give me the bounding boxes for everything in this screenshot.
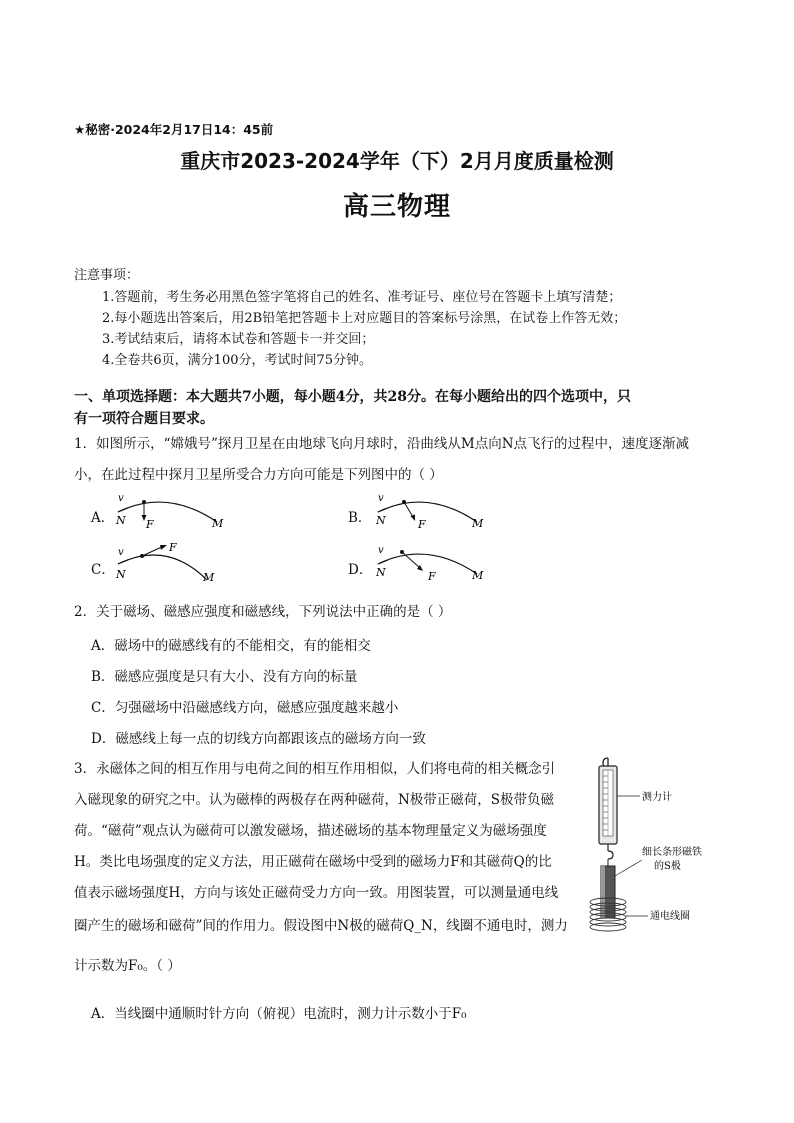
point-n-label: N: [376, 514, 386, 527]
notice-item: 1.答题前，考生务必用黑色签字笔将自己的姓名、准考证号、座位号在答题卡上填写清楚；: [102, 290, 622, 305]
point-n-label: N: [116, 514, 126, 527]
q2-stem: 2．关于磁场、磁感应强度和磁感线，下列说法中正确的是（ ）: [74, 604, 452, 620]
q1-option-a-label: A．: [91, 510, 115, 526]
force-label: F: [418, 518, 426, 531]
velocity-label: v: [378, 545, 384, 556]
q3-stem-line: 值表示磁场强度H，方向与该处正磁荷受力方向一致。用图装置，可以测量通电线: [74, 885, 559, 901]
q3-apparatus-figure: [586, 756, 716, 944]
point-n-label: N: [376, 566, 386, 579]
section-heading-line1: 一、单项选择题：本大题共7小题，每小题4分，共28分。在每小题给出的四个选项中，只: [74, 389, 631, 405]
q1-option-c-label: C．: [91, 562, 115, 578]
q1-diagram-a: [112, 488, 232, 536]
velocity-label: v: [118, 547, 124, 558]
confidential-label: ★秘密·2024年2月17日14：45前: [74, 122, 274, 137]
point-m-label: M: [472, 569, 484, 582]
q1-stem-line2: 小，在此过程中探月卫星所受合力方向可能是下列图中的（ ）: [74, 467, 443, 483]
meter-label: 测力计: [642, 792, 672, 803]
q2-option-d: D．磁感线上每一点的切线方向都跟该点的磁场方向一致: [91, 731, 426, 747]
q1-diagram-b: [372, 488, 492, 536]
magnet-label-line1: 细长条形磁铁: [642, 847, 702, 858]
coil-label: 通电线圈: [650, 911, 690, 922]
q3-stem-line: 计示数为F₀。（ ）: [74, 958, 181, 974]
q2-option-b: B．磁感应强度是只有大小、没有方向的标量: [91, 669, 358, 685]
q3-stem-line: 入磁现象的研究之中。认为磁棒的两极存在两种磁荷，N极带正磁荷，S极带负磁: [74, 792, 555, 808]
force-label: F: [428, 570, 436, 583]
exam-subject: 高三物理: [342, 192, 451, 222]
q2-option-c: C．匀强磁场中沿磁感线方向，磁感应强度越来越小: [91, 700, 399, 716]
notice-item: 2.每小题选出答案后，用2B铅笔把答题卡上对应题目的答案标号涂黑，在试卷上作答无效；: [102, 311, 627, 326]
notice-heading: 注意事项：: [74, 268, 140, 283]
magnet-label-line2: 的S极: [654, 861, 681, 872]
q3-stem-line: H。类比电场强度的定义方法，用正磁荷在磁场中受到的磁场力F和其磁荷Q的比: [74, 854, 552, 870]
q3-stem-line: 圈产生的磁场和磁荷”间的作用力。假设图中N极的磁荷Q_N，线圈不通电时，测力: [74, 918, 568, 934]
point-n-label: N: [116, 568, 126, 581]
force-label: F: [146, 518, 154, 531]
q3-stem-line: 荷。“磁荷”观点认为磁荷可以激发磁场，描述磁场的基本物理量定义为磁场强度: [74, 823, 547, 839]
notice-item: 3.考试结束后，请将本试卷和答题卡一并交回；: [102, 332, 375, 347]
velocity-label: v: [378, 493, 384, 504]
q1-diagram-c: [112, 540, 232, 588]
q3-option-a: A．当线圈中通顺时针方向（俯视）电流时，测力计示数小于F₀: [91, 1006, 467, 1022]
q3-stem-line: 3．永磁体之间的相互作用与电荷之间的相互作用相似，人们将电荷的相关概念引: [74, 761, 556, 777]
point-m-label: M: [203, 571, 215, 584]
velocity-label: v: [118, 493, 124, 504]
point-m-label: M: [212, 517, 224, 530]
notice-item: 4.全卷共6页，满分100分，考试时间75分钟。: [102, 353, 373, 368]
q1-diagram-d: [372, 540, 492, 588]
q2-option-a: A．磁场中的磁感线有的不能相交，有的能相交: [91, 638, 371, 654]
point-m-label: M: [472, 517, 484, 530]
section-heading-line2: 有一项符合题目要求。: [74, 411, 214, 427]
q1-stem-line1: 1．如图所示，“嫦娥号”探月卫星在由地球飞向月球时，沿曲线从M点向N点飞行的过程中，速度逐渐减: [74, 436, 690, 452]
q1-option-b-label: B．: [348, 510, 372, 526]
exam-title: 重庆市2023-2024学年（下）2月月度质量检测: [180, 149, 614, 173]
q1-option-d-label: D．: [348, 562, 373, 578]
force-label: F: [169, 541, 177, 554]
